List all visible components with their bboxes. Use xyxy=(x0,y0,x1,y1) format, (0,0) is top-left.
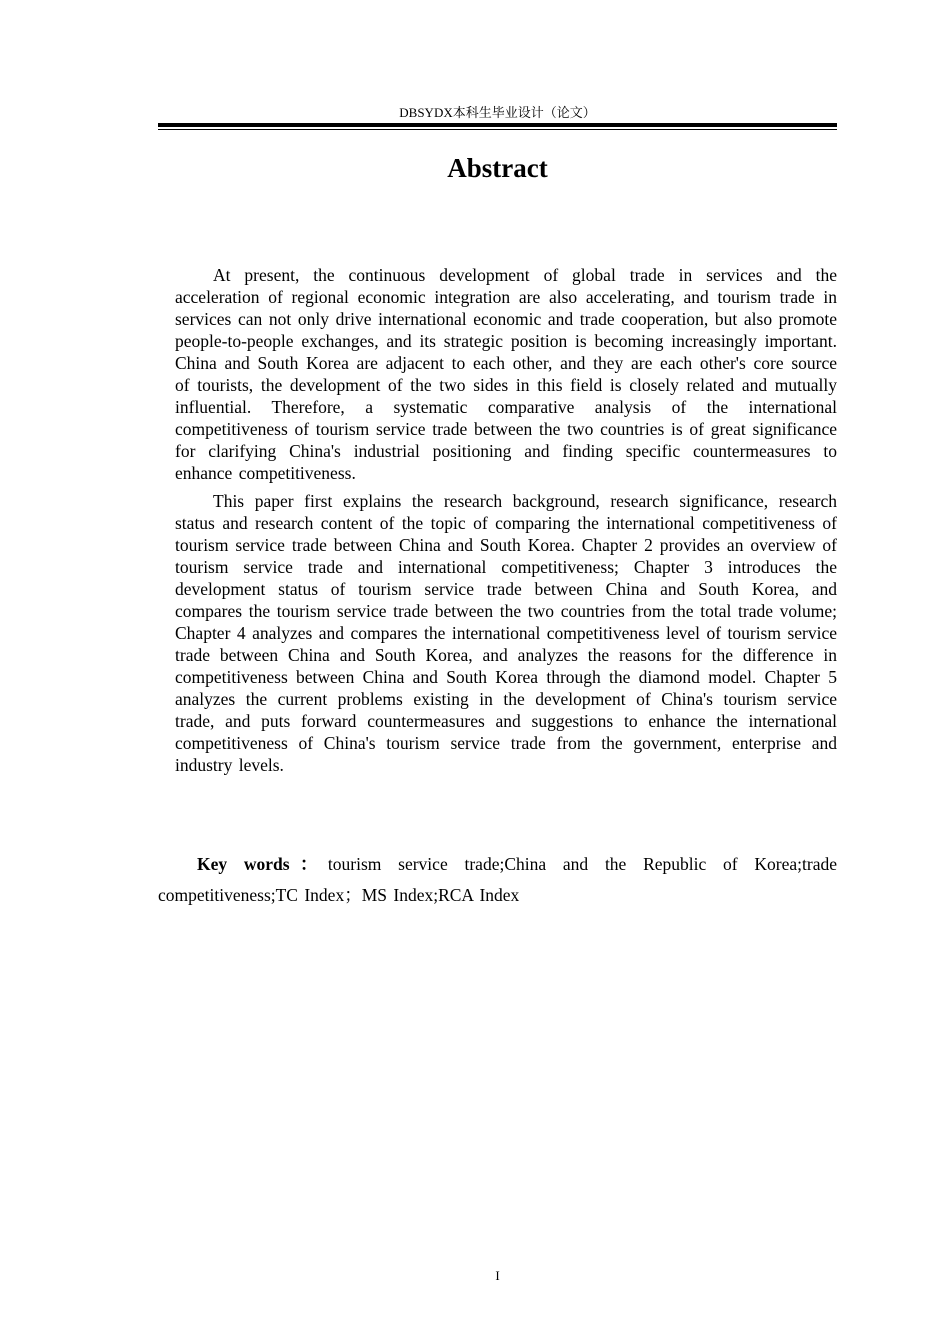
page-number: I xyxy=(495,1268,500,1283)
abstract-paragraph-1: At present, the continuous development of global trade in services and the acceleration of regional economic integration are also accelerating, and tourism trade in services can not only drive international economic and trade cooperation, but also promote people-to-people exchanges, and its strategic position is becoming increasingly important. China and South Korea are adjacent to each other, and they are each other's core source of tourists, the development of the two sides in this field is closely related and mutually influential. Therefore, a systematic comparative analysis of the international competitiveness of tourism service trade between the two countries is of great significance for clarifying China's industrial positioning and finding specific countermeasures to enhance competitiveness. xyxy=(175,265,837,483)
running-header: DBSYDX本科生毕业设计（论文） xyxy=(399,105,596,120)
header-rule-thick xyxy=(158,123,837,127)
keywords-text: tourism service trade;China and the Republic of Korea;trade competitiveness;TC Index；MS Index;RCA Index xyxy=(158,854,837,905)
keywords-label: Key words： xyxy=(197,854,328,874)
keywords-line xyxy=(158,849,837,911)
page-title: Abstract xyxy=(447,153,548,183)
abstract-paragraph-2: This paper first explains the research background, research significance, research status and research content of the topic of comparing the international competitiveness of tourism service trade between China and South Korea. Chapter 2 provides an overview of tourism service trade and international competitiveness; Chapter 3 introduces the development status of tourism service trade between China and South Korea, and compares the tourism service trade between the two countries from the total trade volume; Chapter 4 analyzes and compares the international competitiveness level of tourism service trade between China and South Korea, and analyzes the reasons for the difference in competitiveness between China and South Korea through the diamond model. Chapter 5 analyzes the current problems existing in the development of China's tourism service trade, and puts forward countermeasures and suggestions to enhance the international competitiveness of China's tourism service trade from the government, enterprise and industry levels. xyxy=(175,491,837,775)
abstract-body xyxy=(175,264,837,782)
header-rule-thin xyxy=(158,129,837,130)
